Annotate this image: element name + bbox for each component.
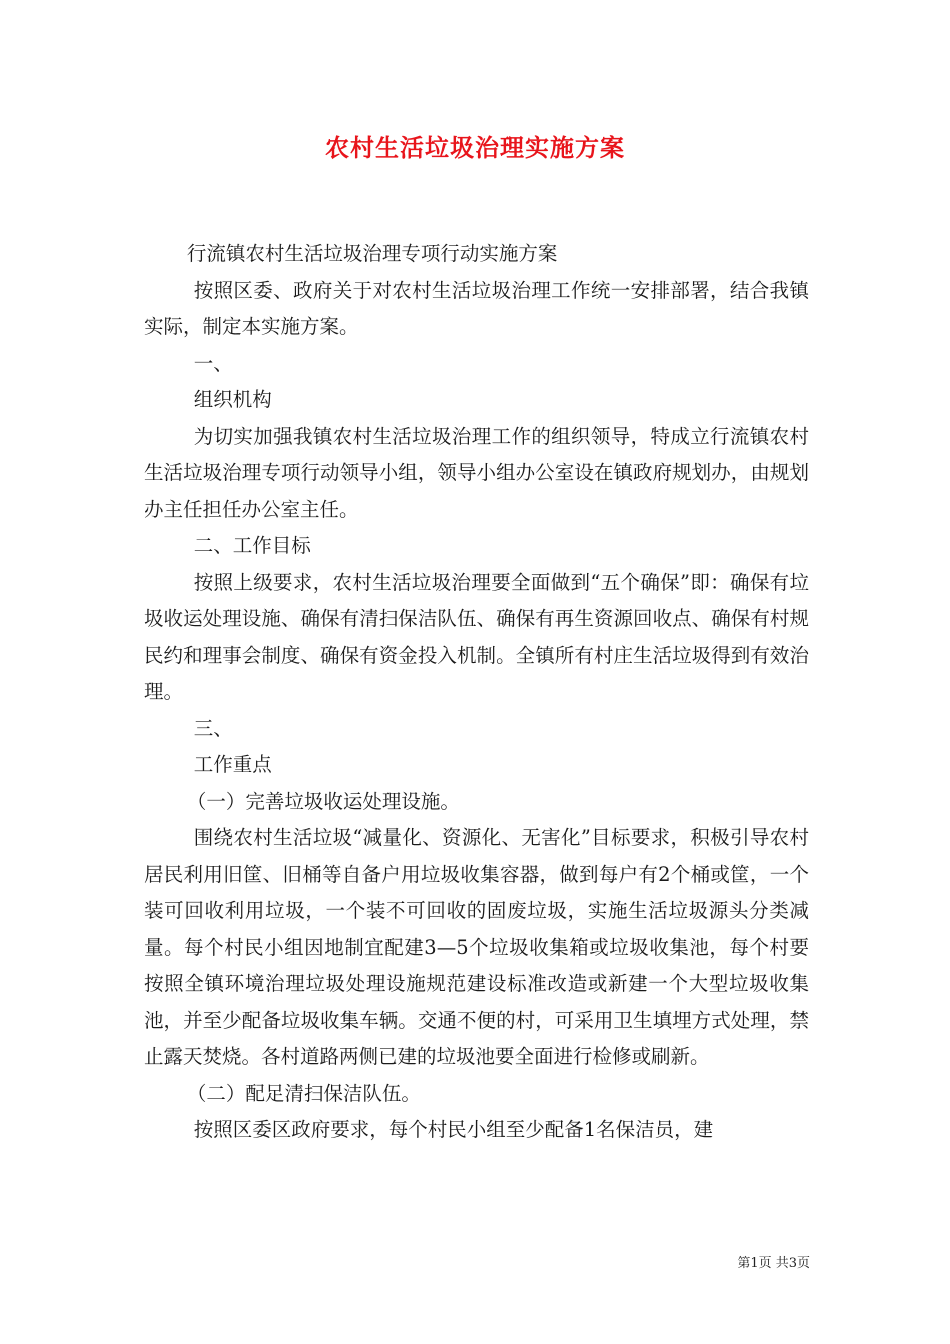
paragraph-goals: 按照上级要求，农村生活垃圾治理要全面做到“五个确保”即：确保有垃圾收运处理设施、确保有清扫保洁队伍、确保有再生资源回收点、确保有村规民约和理事会制度、确保有资金投入机制。全镇所有村庄生活垃圾得到有效治理。 [144,570,809,703]
section-heading-number-3: 三、 [193,716,233,740]
paragraph-subtitle: 行流镇农村生活垃圾治理专项行动实施方案 [186,242,558,265]
document-body [144,236,809,1149]
paragraph-org: 为切实加强我镇农村生活垃圾治理工作的组织领导，特成立行流镇农村生活垃圾治理专项行动领导小组，领导小组办公室设在镇政府规划办，由规划办主任担任办公室主任。 [144,424,809,521]
paragraph-intro: 按照区委、政府关于对农村生活垃圾治理工作统一安排部署，结合我镇实际，制定本实施方案。 [144,278,809,338]
subsection-heading-1: （一）完善垃圾收运处理设施。 [186,789,460,813]
page-footer: 第1页 共3页 [737,1256,810,1271]
section-heading-org: 组织机构 [193,388,272,411]
section-heading-focus: 工作重点 [193,753,272,776]
paragraph-facilities: 围绕农村生活垃圾“减量化、资源化、无害化”目标要求，积极引导农村居民利用旧筐、旧桶等自备户用垃圾收集容器，做到每户有2个桶或筐，一个装可回收利用垃圾，一个装不可回收的固废垃圾，实施生活垃圾源头分类减量。每个村民小组因地制宜配建3—5个垃圾收集箱或垃圾收集池，每个村要按照全镇环境治理垃圾处理设施规范建设标准改造或新建一个大型垃圾收集池，并至少配备垃圾收集车辆。交通不便的村，可采用卫生填埋方式处理，禁止露天焚烧。各村道路两侧已建的垃圾池要全面进行检修或刷新。 [144,826,809,1068]
paragraph-cleaning: 按照区委区政府要求，每个村民小组至少配备1名保洁员，建 [193,1118,714,1141]
document-title: 农村生活垃圾治理实施方案 [325,133,625,162]
section-heading-number-1: 一、 [193,351,233,375]
section-heading-goals: 二、工作目标 [193,534,311,557]
subsection-heading-2: （二）配足清扫保洁队伍。 [186,1081,421,1105]
